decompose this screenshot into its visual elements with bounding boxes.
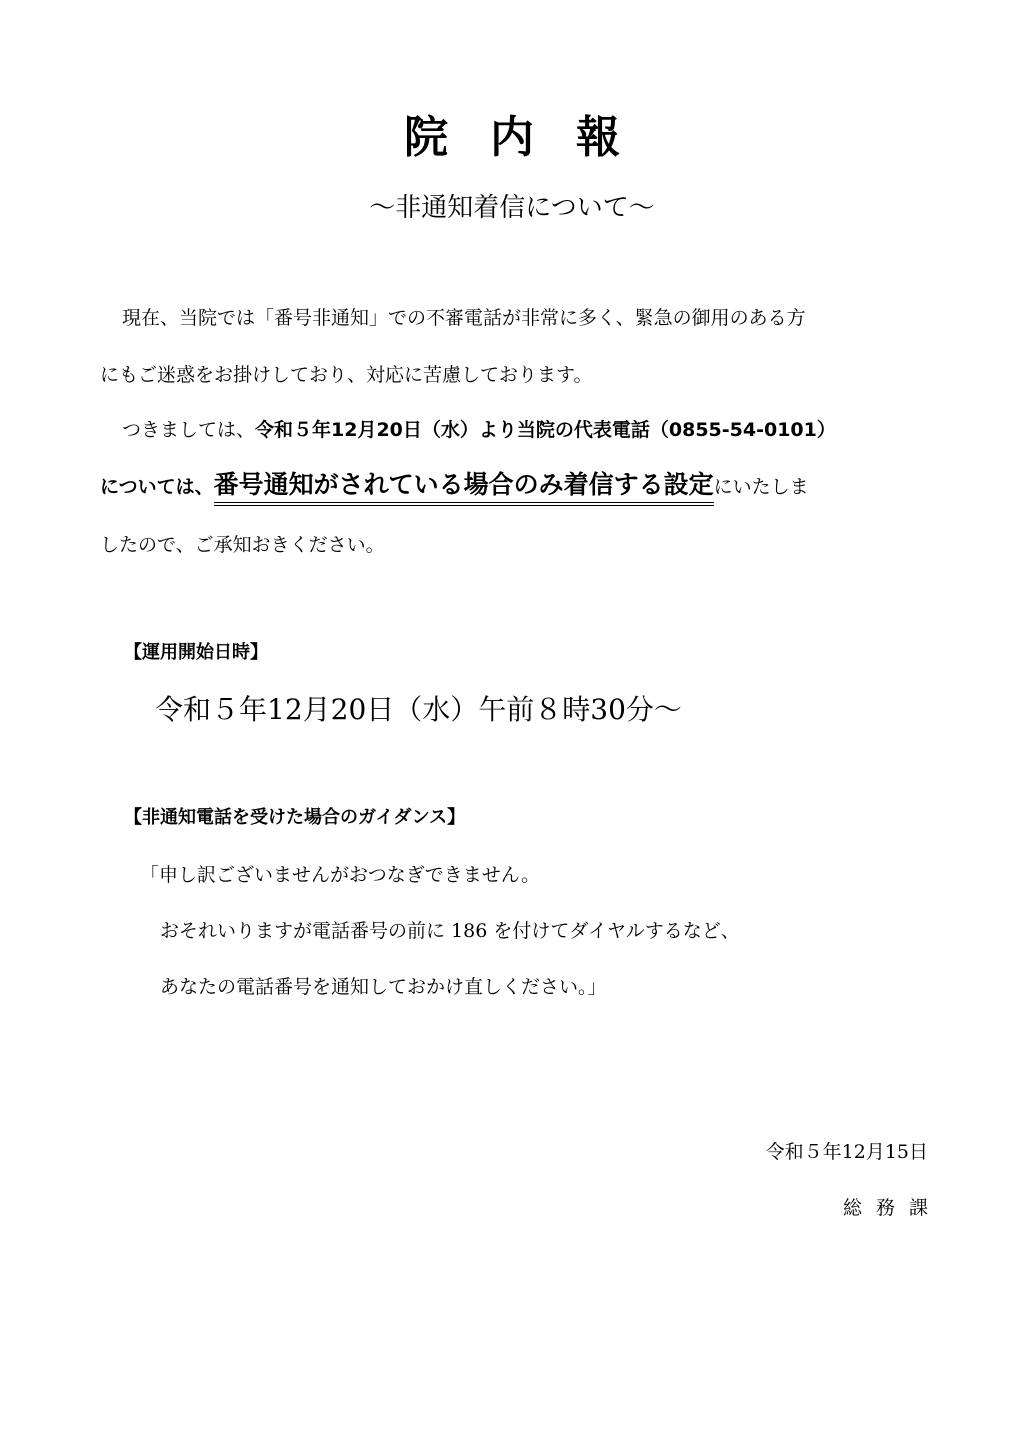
guidance-section-heading: 【非通知電話を受けた場合のガイダンス】 bbox=[124, 807, 466, 828]
page-subtitle: ～非通知着信について～ bbox=[369, 193, 655, 223]
emphasized-setting-text: 番号通知がされている場合のみ着信する設定 bbox=[214, 470, 714, 506]
guidance-line-1: 「申し訳ございませんがおつなぎできません。 bbox=[140, 864, 540, 886]
department-name bbox=[842, 1193, 942, 1223]
paragraph-2-line-1 bbox=[100, 415, 836, 445]
issue-date: 令和５年12月15日 bbox=[765, 1141, 928, 1163]
paragraph-1-line-2: にもご迷惑をお掛けしており、対応に苦慮しております。 bbox=[100, 364, 593, 386]
paragraph-2-line-2 bbox=[100, 470, 809, 502]
paragraph-1-line-1: 現在、当院では「番号非通知」での不審電話が非常に多く、緊急の御用のある方 bbox=[122, 307, 806, 329]
start-section-heading: 【運用開始日時】 bbox=[124, 642, 268, 663]
guidance-line-2: おそれいりますが電話番号の前に 186 を付けてダイヤルするなど、 bbox=[160, 920, 740, 942]
department-label: 総務課 bbox=[842, 1197, 942, 1219]
effective-date-and-phone: 令和５年12月20日（水）より当院の代表電話（0855-54-0101） bbox=[255, 419, 836, 441]
paragraph-2-line-3: したので、ご承知おきください。 bbox=[100, 534, 385, 556]
page-title: 院内報 bbox=[404, 112, 662, 163]
paragraph-2-line-2-tail: にいたしま bbox=[713, 476, 809, 498]
start-datetime: 令和５年12月20日（水）午前８時30分～ bbox=[155, 693, 682, 726]
guidance-line-3: あなたの電話番号を通知しておかけ直しください。」 bbox=[160, 976, 607, 998]
paragraph-2-lead: つきましては、 bbox=[122, 419, 256, 441]
paragraph-2-line-2-lead: については、 bbox=[100, 476, 214, 498]
